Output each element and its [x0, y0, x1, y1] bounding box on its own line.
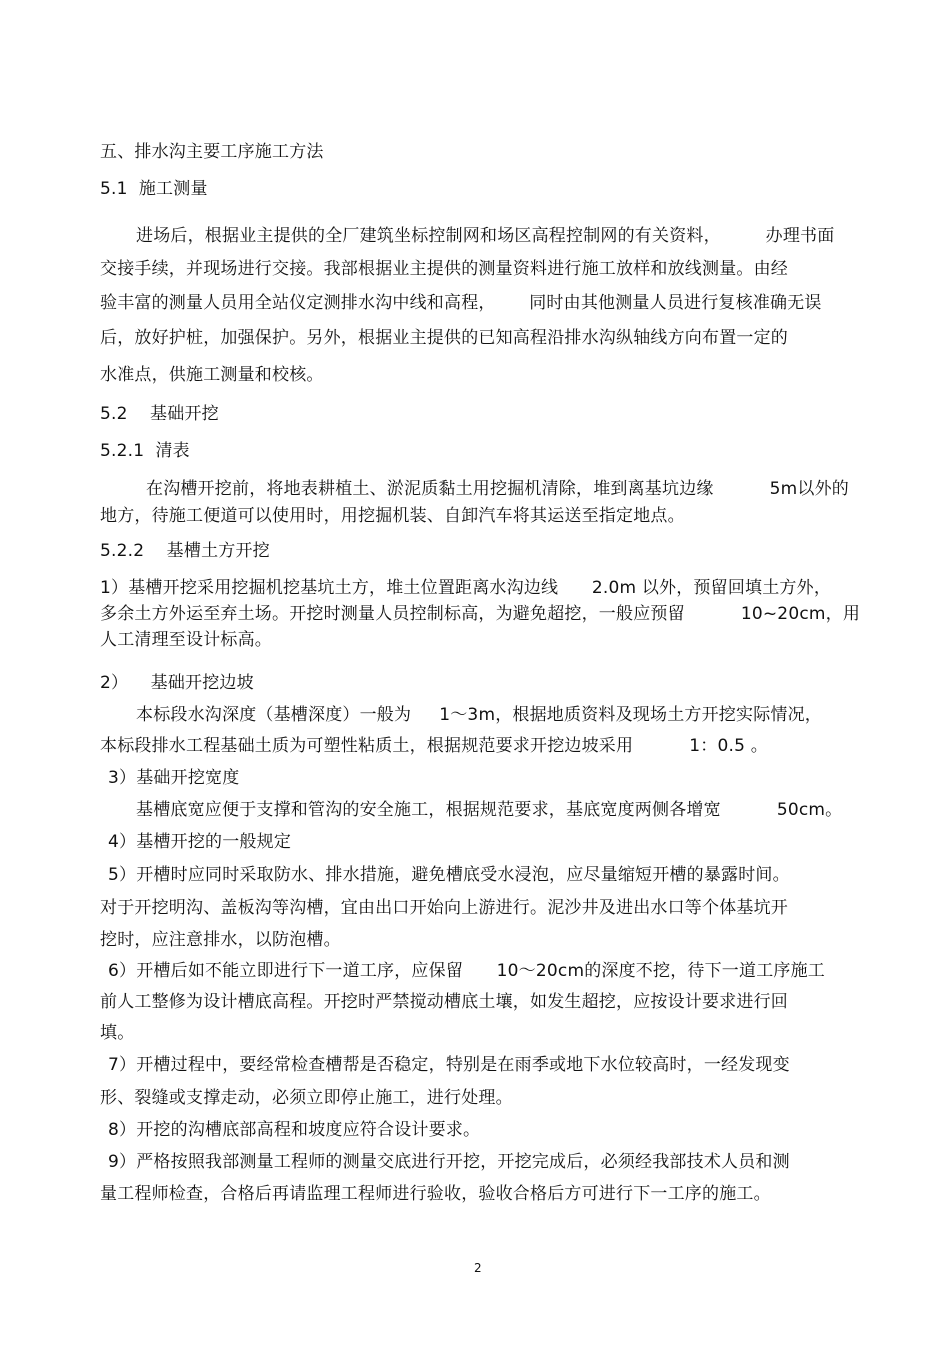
list-item-line: 形、裂缝或支撑走动，必须立即停止施工，进行处理。	[100, 1088, 513, 1108]
list-item-line: 6）开槽后如不能立即进行下一道工序，应保留 10～20cm的深度不挖，待下一道工序施工	[108, 961, 826, 981]
subsection-heading: 5.2.1 清表	[100, 441, 190, 461]
list-item-line: 量工程师检查，合格后再请监理工程师进行验收，验收合格后方可进行下一工序的施工。	[100, 1184, 771, 1204]
paragraph-line: 在沟槽开挖前，将地表耕植土、淤泥质黏土用挖掘机清除，堆到离基坑边缘 5m以外的	[146, 479, 850, 499]
list-item-heading: 2） 基础开挖边坡	[100, 673, 254, 693]
subsection-heading: 5.1 施工测量	[100, 179, 208, 199]
paragraph-line: 本标段排水工程基础土质为可塑性粘质土，根据规范要求开挖边坡采用 1：0.5 。	[100, 736, 768, 756]
list-item-line: 前人工整修为设计槽底高程。开挖时严禁搅动槽底土壤，如发生超挖，应按设计要求进行回	[100, 992, 788, 1012]
paragraph-line: 交接手续，并现场进行交接。我部根据业主提供的测量资料进行施工放样和放线测量。由经	[100, 259, 788, 279]
paragraph-line: 本标段水沟深度（基槽深度）一般为 1～3m，根据地质资料及现场土方开挖实际情况，	[136, 705, 823, 725]
list-item-line: 多余土方外运至弃土场。开挖时测量人员控制标高，为避免超挖，一般应预留 10~20cm，用	[100, 604, 861, 624]
list-item-line: 对于开挖明沟、盖板沟等沟槽，宜由出口开始向上游进行。泥沙井及进出水口等个体基坑开	[100, 898, 788, 918]
paragraph-line: 地方，待施工便道可以使用时，用挖掘机装、自卸汽车将其运送至指定地点。	[100, 506, 685, 526]
paragraph-line: 水准点，供施工测量和校核。	[100, 365, 324, 385]
list-item-line: 人工清理至设计标高。	[100, 630, 272, 650]
section-heading: 五、排水沟主要工序施工方法	[100, 142, 324, 162]
paragraph-line: 后，放好护桩，加强保护。另外，根据业主提供的已知高程沿排水沟纵轴线方向布置一定的	[100, 328, 788, 348]
paragraph-line: 基槽底宽应便于支撑和管沟的安全施工，根据规范要求，基底宽度两侧各增宽 50cm。	[136, 800, 843, 820]
list-item-line: 1）基槽开挖采用挖掘机挖基坑土方，堆土位置距离水沟边线 2.0m 以外，预留回填土方外，	[100, 578, 832, 598]
paragraph-line: 验丰富的测量人员用全站仪定测排水沟中线和高程， 同时由其他测量人员进行复核准确无误	[100, 293, 822, 313]
subsection-heading: 5.2.2 基槽土方开挖	[100, 541, 270, 561]
paragraph-line: 进场后，根据业主提供的全厂建筑坐标控制网和场区高程控制网的有关资料， 办理书面	[136, 226, 835, 246]
list-item-line: 8）开挖的沟槽底部高程和坡度应符合设计要求。	[108, 1120, 481, 1140]
list-item-heading: 3）基础开挖宽度	[108, 768, 240, 788]
list-item-line: 填。	[100, 1023, 135, 1043]
list-item-line: 挖时，应注意排水，以防泡槽。	[100, 930, 341, 950]
list-item-line: 9）严格按照我部测量工程师的测量交底进行开挖，开挖完成后，必须经我部技术人员和测	[108, 1152, 790, 1172]
list-item-heading: 4）基槽开挖的一般规定	[108, 832, 292, 852]
list-item-line: 5）开槽时应同时采取防水、排水措施，避免槽底受水浸泡，应尽量缩短开槽的暴露时间。	[108, 865, 790, 885]
list-item-line: 7）开槽过程中，要经常检查槽帮是否稳定，特别是在雨季或地下水位较高时，一经发现变	[108, 1055, 790, 1075]
subsection-heading: 5.2 基础开挖	[100, 404, 219, 424]
page-number: 2	[474, 1261, 482, 1275]
